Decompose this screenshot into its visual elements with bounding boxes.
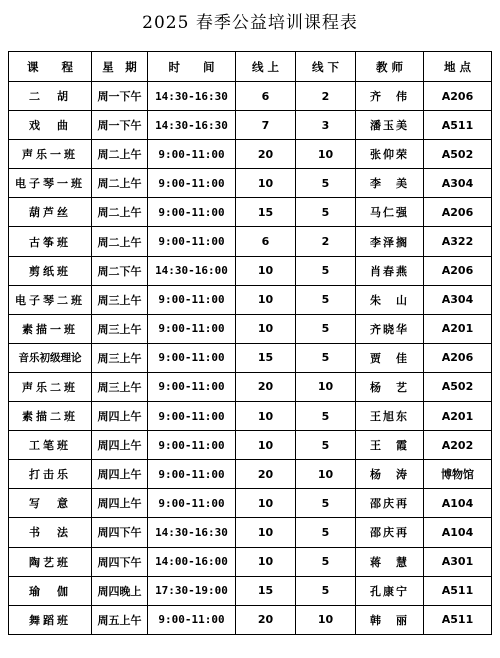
course-time: 9:00-11:00 xyxy=(148,372,236,401)
online-count: 10 xyxy=(236,518,296,547)
course-name: 声乐一班 xyxy=(9,140,92,169)
room: A511 xyxy=(424,605,492,634)
teacher-name: 张仰荣 xyxy=(356,140,424,169)
course-name: 二 胡 xyxy=(9,82,92,111)
course-day: 周四上午 xyxy=(92,489,148,518)
table-row xyxy=(9,111,492,140)
teacher-name: 马仁强 xyxy=(356,198,424,227)
offline-count: 10 xyxy=(296,372,356,401)
course-name: 陶艺班 xyxy=(9,547,92,576)
table-row xyxy=(9,402,492,431)
course-name: 素描二班 xyxy=(9,402,92,431)
course-time: 9:00-11:00 xyxy=(148,198,236,227)
course-name: 电子琴一班 xyxy=(9,169,92,198)
offline-count: 5 xyxy=(296,198,356,227)
offline-count: 5 xyxy=(296,169,356,198)
table-row xyxy=(9,198,492,227)
online-count: 10 xyxy=(236,402,296,431)
course-day: 周五上午 xyxy=(92,605,148,634)
online-count: 10 xyxy=(236,314,296,343)
room: A201 xyxy=(424,314,492,343)
room: A206 xyxy=(424,343,492,372)
teacher-name: 蒋 慧 xyxy=(356,547,424,576)
offline-count: 5 xyxy=(296,547,356,576)
course-day: 周三上午 xyxy=(92,372,148,401)
offline-count: 5 xyxy=(296,489,356,518)
offline-count: 10 xyxy=(296,140,356,169)
course-name: 素描一班 xyxy=(9,314,92,343)
online-count: 15 xyxy=(236,343,296,372)
online-count: 6 xyxy=(236,227,296,256)
room: A511 xyxy=(424,111,492,140)
course-name: 音乐初级理论 xyxy=(9,343,92,372)
table-row xyxy=(9,82,492,111)
online-count: 20 xyxy=(236,605,296,634)
teacher-name: 王 霞 xyxy=(356,431,424,460)
teacher-name: 杨 艺 xyxy=(356,372,424,401)
offline-count: 10 xyxy=(296,605,356,634)
table-row xyxy=(9,140,492,169)
table-row xyxy=(9,576,492,605)
teacher-name: 韩 丽 xyxy=(356,605,424,634)
course-name: 打击乐 xyxy=(9,460,92,489)
table-row xyxy=(9,256,492,285)
teacher-name: 李泽搁 xyxy=(356,227,424,256)
online-count: 20 xyxy=(236,460,296,489)
course-name: 声乐二班 xyxy=(9,372,92,401)
room: A502 xyxy=(424,372,492,401)
course-day: 周四下午 xyxy=(92,518,148,547)
course-time: 14:30-16:30 xyxy=(148,111,236,140)
course-name: 剪纸班 xyxy=(9,256,92,285)
teacher-name: 齐 伟 xyxy=(356,82,424,111)
course-time: 9:00-11:00 xyxy=(148,431,236,460)
table-row xyxy=(9,314,492,343)
course-day: 周二下午 xyxy=(92,256,148,285)
room: 博物馆 xyxy=(424,460,492,489)
room: A322 xyxy=(424,227,492,256)
course-time: 9:00-11:00 xyxy=(148,285,236,314)
course-time: 9:00-11:00 xyxy=(148,169,236,198)
room: A301 xyxy=(424,547,492,576)
offline-count: 5 xyxy=(296,343,356,372)
online-count: 20 xyxy=(236,140,296,169)
schedule-table xyxy=(8,51,492,635)
teacher-name: 朱 山 xyxy=(356,285,424,314)
table-row xyxy=(9,431,492,460)
course-day: 周四上午 xyxy=(92,402,148,431)
course-time: 9:00-11:00 xyxy=(148,314,236,343)
course-time: 9:00-11:00 xyxy=(148,605,236,634)
course-time: 14:00-16:00 xyxy=(148,547,236,576)
course-time: 9:00-11:00 xyxy=(148,343,236,372)
table-row xyxy=(9,169,492,198)
offline-count: 5 xyxy=(296,431,356,460)
teacher-name: 邵庆再 xyxy=(356,489,424,518)
course-time: 14:30-16:30 xyxy=(148,518,236,547)
offline-count: 5 xyxy=(296,576,356,605)
table-row xyxy=(9,605,492,634)
course-day: 周四下午 xyxy=(92,547,148,576)
table-row xyxy=(9,489,492,518)
teacher-name: 杨 涛 xyxy=(356,460,424,489)
header-day: 星 期 xyxy=(92,52,148,82)
online-count: 10 xyxy=(236,431,296,460)
course-day: 周二上午 xyxy=(92,169,148,198)
course-day: 周四上午 xyxy=(92,431,148,460)
room: A206 xyxy=(424,256,492,285)
course-day: 周四上午 xyxy=(92,460,148,489)
header-online: 线 上 xyxy=(236,52,296,82)
table-row xyxy=(9,547,492,576)
online-count: 15 xyxy=(236,198,296,227)
course-name: 工笔班 xyxy=(9,431,92,460)
course-day: 周二上午 xyxy=(92,140,148,169)
online-count: 15 xyxy=(236,576,296,605)
course-name: 写 意 xyxy=(9,489,92,518)
room: A304 xyxy=(424,169,492,198)
room: A104 xyxy=(424,489,492,518)
teacher-name: 孔康宁 xyxy=(356,576,424,605)
course-name: 葫芦丝 xyxy=(9,198,92,227)
course-day: 周三上午 xyxy=(92,285,148,314)
room: A304 xyxy=(424,285,492,314)
room: A502 xyxy=(424,140,492,169)
offline-count: 5 xyxy=(296,314,356,343)
course-time: 9:00-11:00 xyxy=(148,489,236,518)
online-count: 10 xyxy=(236,285,296,314)
online-count: 10 xyxy=(236,547,296,576)
course-time: 9:00-11:00 xyxy=(148,227,236,256)
course-day: 周四晚上 xyxy=(92,576,148,605)
offline-count: 2 xyxy=(296,82,356,111)
course-time: 9:00-11:00 xyxy=(148,140,236,169)
table-row xyxy=(9,285,492,314)
offline-count: 5 xyxy=(296,402,356,431)
online-count: 7 xyxy=(236,111,296,140)
room: A206 xyxy=(424,198,492,227)
teacher-name: 肖春燕 xyxy=(356,256,424,285)
offline-count: 5 xyxy=(296,256,356,285)
teacher-name: 李 美 xyxy=(356,169,424,198)
offline-count: 3 xyxy=(296,111,356,140)
header-row xyxy=(9,52,492,82)
room: A206 xyxy=(424,82,492,111)
table-row xyxy=(9,372,492,401)
room: A201 xyxy=(424,402,492,431)
teacher-name: 潘玉美 xyxy=(356,111,424,140)
course-day: 周三上午 xyxy=(92,343,148,372)
table-row xyxy=(9,460,492,489)
room: A511 xyxy=(424,576,492,605)
course-time: 9:00-11:00 xyxy=(148,402,236,431)
table-row xyxy=(9,343,492,372)
header-offline: 线 下 xyxy=(296,52,356,82)
teacher-name: 邵庆再 xyxy=(356,518,424,547)
online-count: 10 xyxy=(236,169,296,198)
online-count: 10 xyxy=(236,489,296,518)
offline-count: 5 xyxy=(296,518,356,547)
course-name: 古筝班 xyxy=(9,227,92,256)
header-teacher: 教 师 xyxy=(356,52,424,82)
table-row xyxy=(9,227,492,256)
course-day: 周三上午 xyxy=(92,314,148,343)
room: A202 xyxy=(424,431,492,460)
course-day: 周二上午 xyxy=(92,227,148,256)
header-course: 课 程 xyxy=(9,52,92,82)
online-count: 10 xyxy=(236,256,296,285)
course-time: 14:30-16:00 xyxy=(148,256,236,285)
offline-count: 5 xyxy=(296,285,356,314)
offline-count: 2 xyxy=(296,227,356,256)
course-name: 电子琴二班 xyxy=(9,285,92,314)
course-time: 14:30-16:30 xyxy=(148,82,236,111)
course-name: 戏 曲 xyxy=(9,111,92,140)
course-day: 周一下午 xyxy=(92,111,148,140)
teacher-name: 贾 佳 xyxy=(356,343,424,372)
offline-count: 10 xyxy=(296,460,356,489)
room: A104 xyxy=(424,518,492,547)
course-time: 9:00-11:00 xyxy=(148,460,236,489)
course-day: 周二上午 xyxy=(92,198,148,227)
course-time: 17:30-19:00 xyxy=(148,576,236,605)
course-name: 瑜 伽 xyxy=(9,576,92,605)
online-count: 6 xyxy=(236,82,296,111)
course-name: 舞蹈班 xyxy=(9,605,92,634)
header-time: 时 间 xyxy=(148,52,236,82)
page-title: 2025 春季公益培训课程表 xyxy=(142,13,358,33)
header-room: 地 点 xyxy=(424,52,492,82)
course-day: 周一下午 xyxy=(92,82,148,111)
table-row xyxy=(9,518,492,547)
teacher-name: 齐晓华 xyxy=(356,314,424,343)
teacher-name: 王旭东 xyxy=(356,402,424,431)
online-count: 20 xyxy=(236,372,296,401)
course-name: 书 法 xyxy=(9,518,92,547)
